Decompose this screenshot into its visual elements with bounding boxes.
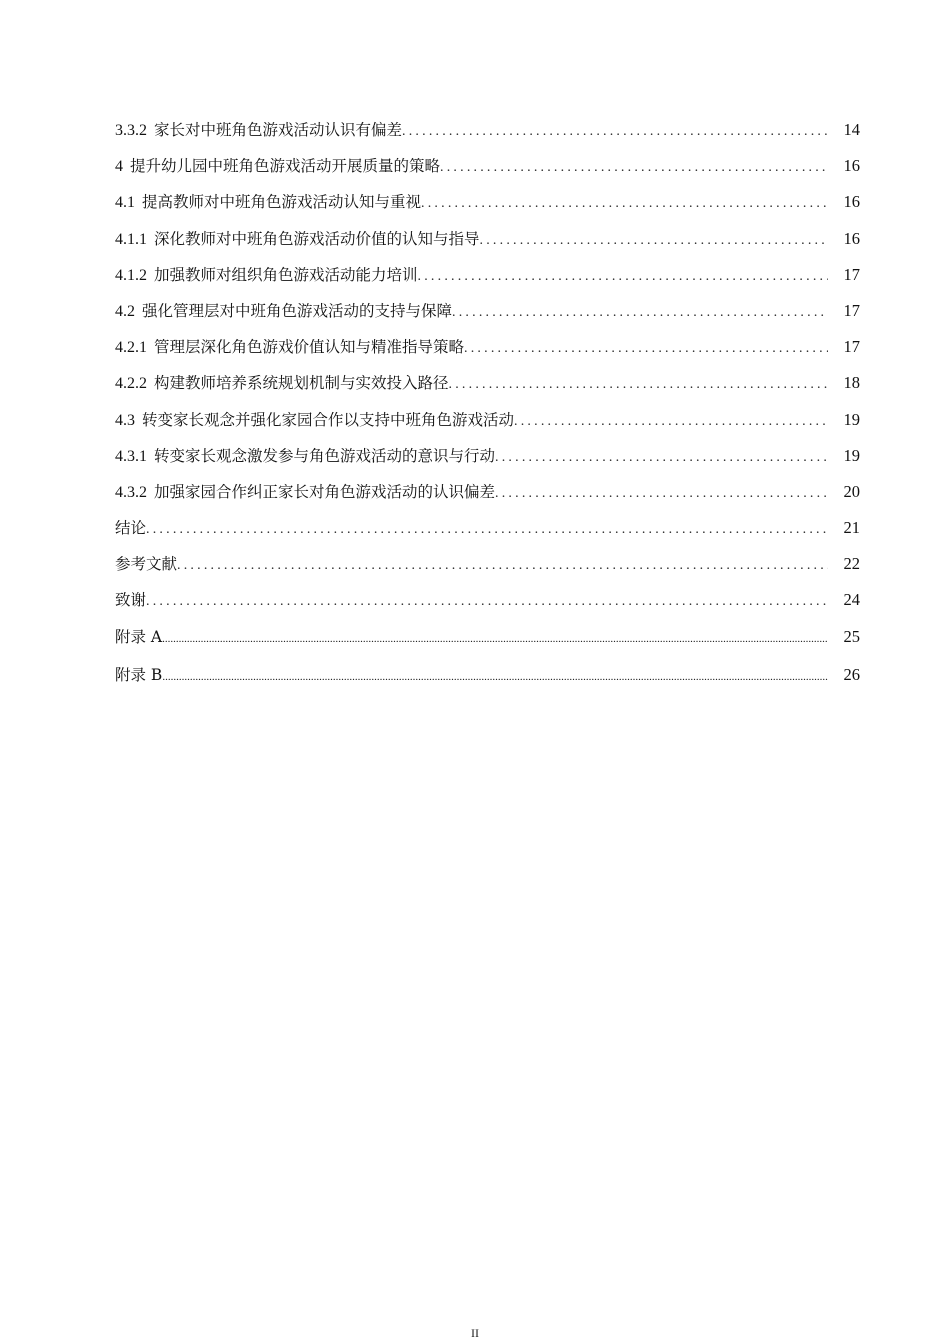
- toc-section-title: 附录 A: [115, 627, 163, 646]
- toc-section-title: 管理层深化角色游戏价值认知与精准指导策略: [154, 338, 465, 357]
- toc-dot-leader: [421, 190, 828, 218]
- toc-entry[interactable]: [115, 369, 860, 405]
- toc-section-title: 强化管理层对中班角色游戏活动的支持与保障: [142, 301, 453, 320]
- toc-section-title: 构建教师培养系统规划机制与实效投入路径: [154, 374, 449, 393]
- toc-section-title: 家长对中班角色游戏活动认识有偏差: [154, 121, 403, 139]
- toc-page-number: 16: [843, 192, 860, 212]
- toc-section-number: 4.2.1: [115, 339, 147, 357]
- toc-entry[interactable]: [115, 442, 860, 478]
- toc-entry-conclusion[interactable]: [115, 514, 860, 550]
- toc-dot-leader: [480, 227, 828, 255]
- toc-page-number: 22: [843, 554, 860, 574]
- toc-entry-appendix-a[interactable]: [115, 623, 860, 662]
- toc-entry-appendix-b[interactable]: [115, 661, 860, 700]
- toc-dot-leader: [495, 444, 828, 472]
- toc-dot-leader: [418, 263, 828, 291]
- toc-page-number: 18: [843, 373, 860, 393]
- toc-dot-leader: [146, 516, 828, 544]
- toc-entry[interactable]: [115, 406, 860, 442]
- toc-section-number: 4.2.2: [115, 375, 147, 393]
- toc-page-number: 24: [843, 590, 860, 610]
- toc-page-number: 26: [843, 665, 860, 685]
- toc-entry[interactable]: [115, 116, 860, 152]
- toc-page-number: 17: [843, 264, 860, 284]
- toc-page-number: 16: [843, 156, 860, 176]
- toc-entry[interactable]: [115, 333, 860, 369]
- toc-section-number: 4.2: [115, 302, 135, 320]
- toc-dot-leader: [495, 480, 828, 508]
- toc-page-number: 17: [843, 337, 860, 357]
- toc-dot-leader: [449, 371, 828, 399]
- toc-dot-leader: [402, 118, 828, 146]
- toc-entry[interactable]: [115, 225, 860, 261]
- toc-section-number: 4.3.1: [115, 447, 147, 465]
- toc-entry[interactable]: [115, 297, 860, 333]
- toc-section-title: 提高教师对中班角色游戏活动认知与重视: [142, 193, 422, 212]
- toc-entry[interactable]: [115, 478, 860, 514]
- toc-page-number: 20: [843, 481, 860, 501]
- toc-section-title: 提升幼儿园中班角色游戏活动开展质量的策略: [130, 157, 441, 176]
- toc-section-number: 4.1.2: [115, 266, 147, 284]
- toc-section-title: 转变家长观念并强化家园合作以支持中班角色游戏活动: [142, 410, 515, 429]
- toc-entry[interactable]: [115, 261, 860, 297]
- toc-section-number: 4.3.2: [115, 483, 147, 501]
- toc-page-number: 16: [843, 228, 860, 248]
- footer-page-number: II: [471, 1326, 479, 1340]
- toc-section-number: 4: [115, 158, 123, 176]
- toc-section-number: 3.3.2: [115, 122, 147, 139]
- toc-section-title: 深化教师对中班角色游戏活动价值的认知与指导: [154, 229, 480, 248]
- toc-section-number: 4.3: [115, 411, 135, 429]
- toc-dot-leader: [440, 154, 828, 182]
- toc-page-number: 17: [843, 300, 860, 320]
- toc-section-number: 4.1: [115, 194, 135, 212]
- toc-dot-leader: [452, 299, 828, 327]
- toc-section-title: 转变家长观念激发参与角色游戏活动的意识与行动: [154, 446, 496, 465]
- toc-section-number: 4.1.1: [115, 230, 147, 248]
- toc-entry[interactable]: [115, 152, 860, 188]
- toc-page-number: 25: [843, 626, 860, 646]
- toc-dot-leader: [162, 663, 828, 691]
- toc-page-number: 14: [843, 120, 860, 139]
- toc-dot-leader: [514, 408, 828, 436]
- toc-entry[interactable]: [115, 188, 860, 224]
- toc-section-title: 加强家园合作纠正家长对角色游戏活动的认识偏差: [154, 482, 496, 501]
- toc-dot-leader: [146, 588, 828, 616]
- toc-page-number: 19: [843, 445, 860, 465]
- toc-page-number: 19: [843, 409, 860, 429]
- toc-section-title: 附录 B: [115, 666, 163, 685]
- toc-entry-references[interactable]: [115, 550, 860, 586]
- toc-entry-acknowledgements[interactable]: [115, 586, 860, 622]
- toc-dot-leader: [464, 335, 828, 363]
- toc-section-title: 结论: [115, 519, 147, 538]
- toc-dot-leader: [162, 625, 828, 653]
- toc-dot-leader: [177, 552, 828, 580]
- toc-section-title: 加强教师对组织角色游戏活动能力培训: [154, 265, 418, 284]
- toc-page-number: 21: [843, 518, 860, 538]
- toc-section-title: 参考文献: [115, 555, 178, 574]
- table-of-contents: [115, 116, 860, 700]
- toc-section-title: 致谢: [115, 591, 147, 610]
